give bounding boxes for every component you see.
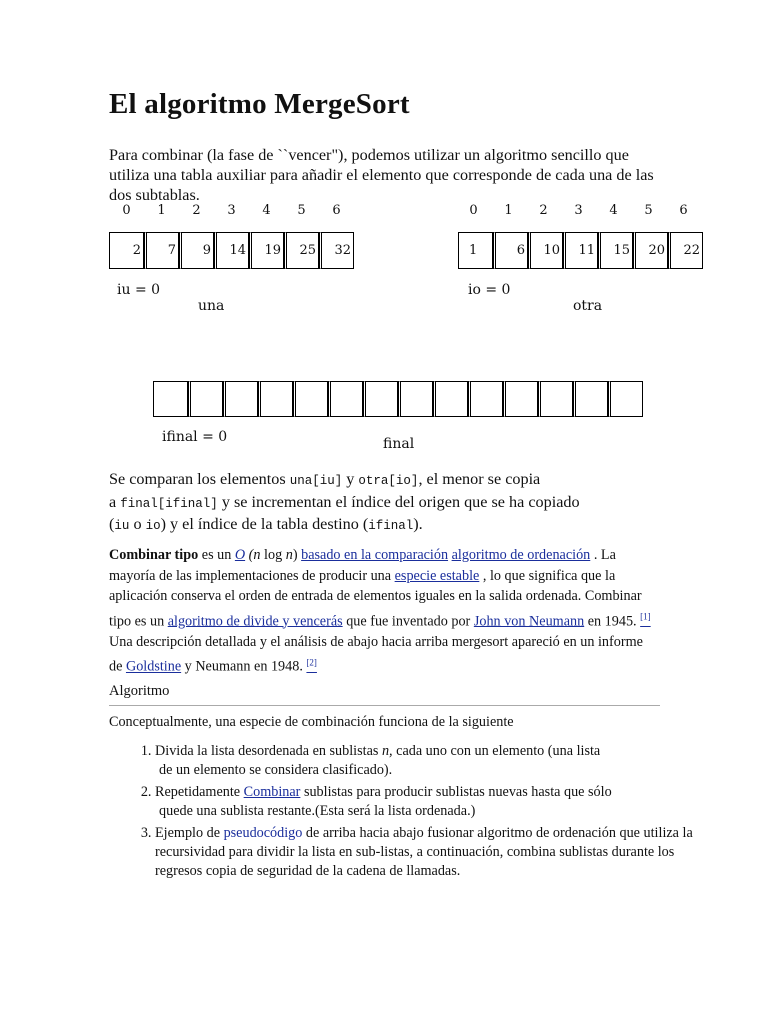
index-label: 0	[122, 203, 131, 218]
text: n	[285, 547, 293, 563]
list-item	[155, 783, 695, 821]
array-cell: 32	[319, 232, 354, 269]
text: log	[260, 547, 286, 563]
final-array-cell	[258, 381, 293, 417]
una-array-name: una	[198, 298, 225, 314]
list-item	[155, 824, 695, 881]
index-label: 5	[644, 203, 653, 218]
index-label: 5	[297, 203, 306, 218]
array-cell: 22	[668, 232, 703, 269]
final-array-cell	[538, 381, 573, 417]
text: ) y el índice de la tabla destino (	[160, 515, 369, 533]
text: y	[342, 470, 359, 488]
von-neumann-link[interactable]: John von Neumann	[473, 613, 585, 630]
divide-and-conquer-link[interactable]: algoritmo de divide y vencerás	[167, 613, 343, 630]
index-label: 6	[332, 203, 341, 218]
index-label: 4	[262, 203, 271, 218]
final-array-cell	[608, 381, 643, 417]
text: y se incrementan el índice del origen que se ha copiado	[217, 492, 580, 511]
index-label: 1	[504, 203, 513, 218]
otra-indices	[456, 203, 701, 218]
code: una[iu]	[289, 474, 343, 488]
final-array-cell	[503, 381, 538, 417]
final-array-cell	[573, 381, 608, 417]
array-cell: 6	[493, 232, 528, 269]
bold-term: Combinar tipo	[109, 547, 199, 563]
section-heading: Algoritmo	[109, 683, 660, 706]
text: es un	[198, 547, 235, 563]
array-cell: 11	[563, 232, 598, 269]
text: Repetidamente	[155, 784, 244, 800]
text: que fue inventado por	[342, 613, 474, 630]
array-cell: 25	[284, 232, 319, 269]
index-label: 4	[609, 203, 618, 218]
final-array-cell	[328, 381, 363, 417]
concept-text: Conceptualmente, una especie de combinación funciona de la siguiente	[109, 714, 514, 730]
index-label: 3	[574, 203, 583, 218]
final-array-cell	[398, 381, 433, 417]
page-title: El algoritmo MergeSort	[109, 88, 410, 120]
final-array-cell	[153, 381, 188, 417]
text: Divida la lista desordenada en sublistas	[155, 743, 382, 759]
code: io	[145, 519, 161, 533]
text: de un elemento se considera clasificado).	[159, 762, 393, 778]
text: Se comparan los elementos	[109, 470, 290, 488]
array-cell: 1	[458, 232, 493, 269]
final-array-cell	[188, 381, 223, 417]
wiki-paragraph	[109, 545, 654, 677]
index-label: 6	[679, 203, 688, 218]
final-array	[153, 381, 643, 417]
index-label: 0	[469, 203, 478, 218]
otra-index-label: io = 0	[468, 282, 511, 298]
stable-sort-link[interactable]: especie estable	[394, 567, 480, 584]
code: ifinal	[368, 519, 414, 533]
text: n	[253, 547, 261, 563]
array-cell: 19	[249, 232, 284, 269]
big-o-link[interactable]: O	[234, 547, 246, 563]
final-array-cell	[468, 381, 503, 417]
array-cell: 15	[598, 232, 633, 269]
text: en 1945.	[584, 613, 641, 630]
code: iu	[114, 519, 130, 533]
final-array-cell	[433, 381, 468, 417]
una-array	[109, 232, 354, 269]
final-array-cell	[293, 381, 328, 417]
index-label: 3	[227, 203, 236, 218]
code: final[ifinal]	[120, 496, 218, 511]
otra-array	[458, 232, 703, 269]
text: , lo que significa que la aplicación conserva el orden de entrada de elementos iguales en la salida ordenada. Combinar tipo es un	[109, 567, 642, 630]
steps-list	[109, 742, 695, 884]
otra-array-name: otra	[573, 298, 603, 314]
una-indices	[109, 203, 354, 218]
text: de arriba hacia abajo fusionar algoritmo de ordenación que utiliza la recursividad para dividir la lista en sub-listas, a continuación, combina sublistas durante los regresos copia de seguridad de la cadena de llamadas.	[155, 825, 693, 879]
text: (	[245, 547, 254, 563]
merge-link[interactable]: Combinar	[243, 784, 301, 800]
text: n,	[381, 743, 393, 759]
text: Ejemplo de	[155, 825, 224, 841]
array-cell: 7	[144, 232, 179, 269]
text: y Neumann en 1948.	[181, 658, 307, 675]
index-label: 1	[157, 203, 166, 218]
reference-1-link[interactable]: [1]	[640, 611, 651, 622]
comparison-sort-link[interactable]: basado en la comparación	[301, 547, 449, 563]
reference-2-link[interactable]: [2]	[306, 657, 317, 668]
text: )	[292, 547, 302, 563]
array-cell: 10	[528, 232, 563, 269]
code: otra[io]	[358, 474, 419, 488]
text: . La mayoría de las implementaciones de producir una	[109, 547, 616, 584]
final-array-cell	[363, 381, 398, 417]
text: ).	[413, 515, 423, 533]
array-cell: 20	[633, 232, 668, 269]
text: cada uno con un elemento (una lista	[392, 743, 601, 759]
index-label: 2	[192, 203, 201, 218]
pseudocode-link[interactable]: pseudocódigo	[223, 825, 303, 841]
array-cell: 2	[109, 232, 144, 269]
goldstine-link[interactable]: Goldstine	[125, 658, 182, 675]
text: sublistas para producir sublistas nuevas hasta que sólo	[300, 784, 612, 800]
intro-paragraph: Para combinar (la fase de ``vencer"), podemos utilizar un algoritmo sencillo que utiliza una tabla auxiliar para añadir el elemento que corresponde de cada una de las dos subtablas.	[109, 146, 654, 204]
final-array-name: final	[383, 436, 415, 452]
final-index-label: ifinal = 0	[162, 429, 228, 445]
sorting-algorithm-link[interactable]: algoritmo de ordenación	[451, 547, 591, 563]
list-item	[155, 742, 695, 780]
una-index-label: iu = 0	[117, 282, 161, 298]
index-label: 2	[539, 203, 548, 218]
compare-paragraph	[109, 469, 669, 537]
final-array-cell	[223, 381, 258, 417]
text: o	[129, 515, 146, 533]
text: Una descripción detallada y el análisis de abajo hacia arriba mergesort apareció en un informe de	[109, 633, 643, 675]
text: , el menor se copia	[418, 470, 541, 488]
text: (	[109, 515, 115, 533]
text: quede una sublista restante.(Esta será la lista ordenada.)	[159, 803, 476, 819]
text: a	[109, 492, 121, 511]
array-cell: 14	[214, 232, 249, 269]
array-cell: 9	[179, 232, 214, 269]
